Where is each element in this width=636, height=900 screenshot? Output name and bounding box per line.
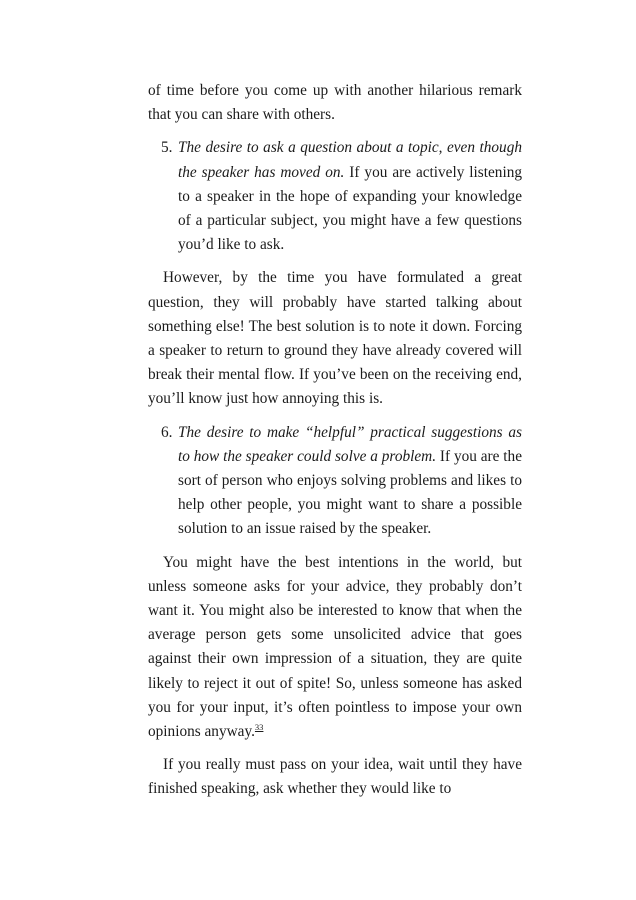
list-number: 6.: [161, 423, 173, 441]
list-item-heading: The desire to make “helpful” practical suggestions as to how the speaker could solve a problem.: [178, 423, 522, 465]
footnote-reference[interactable]: 33: [254, 722, 264, 733]
pass-idea-paragraph: If you really must pass on your idea, wait until they have finished speaking, ask whether they would like to: [148, 756, 522, 798]
list-item-text: If you are the sort of person who enjoys solving problems and likes to help other people, you might want to share a possible solution to an issue raised by the speaker.: [178, 447, 522, 538]
list-item-text: If you are actively listening to a speaker in the hope of expanding your knowledge of a particular subject, you might have a few questions you’d like to ask.: [178, 163, 522, 254]
document-page: [148, 79, 522, 802]
continuation-paragraph: of time before you come up with another hilarious remark that you can share with others.: [148, 82, 522, 124]
list-number: 5.: [161, 139, 173, 157]
list-item-5: [148, 136, 522, 257]
list-item-6: [148, 421, 522, 542]
list-item-heading: The desire to ask a question about a topic, even though the speaker has moved on.: [178, 139, 522, 181]
intentions-text: You might have the best intentions in the world, but unless someone asks for your advice, they probably don’t want it. You might also be interested to know that when the average person gets some unsolicited advice that goes against their own impression of a situation, they are quite likely to reject it out of spite! So, unless someone has asked you for your input, it’s often pointless to impose your own opinions anyway.: [148, 553, 522, 741]
intentions-paragraph: [148, 551, 522, 745]
however-paragraph: However, by the time you have formulated a great question, they will probably have started talking about something else! The best solution is to note it down. Forcing a speaker to return to ground they have already covered will break their mental flow. If you’ve been on the receiving end, you’ll know just how annoying this is.: [148, 269, 522, 408]
